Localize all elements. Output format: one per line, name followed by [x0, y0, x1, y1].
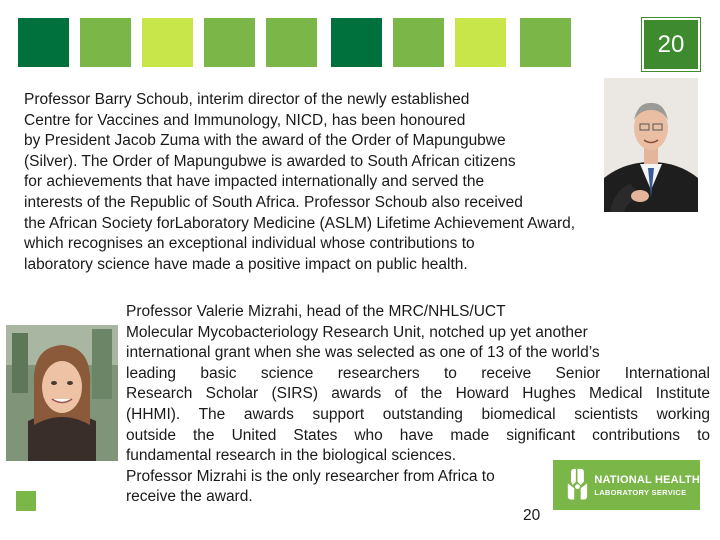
logo-line-1: NATIONAL HEALTH — [594, 473, 700, 486]
page-number-badge: 20 — [642, 18, 700, 71]
text-line: the African Society forLaboratory Medicine (ASLM) Lifetime Achievement Award, — [24, 214, 576, 232]
header-square-2 — [80, 18, 131, 67]
text-line: (Silver). The Order of Mapungubwe is awarded to South African citizens — [24, 152, 516, 170]
text-line: (HHMI). The awards support outstanding biomedical scientists working — [126, 405, 710, 423]
nhls-logo — [553, 460, 700, 510]
text-line: outside the United States who have made significant contributions to — [126, 426, 710, 444]
nhls-logo-icon — [563, 463, 590, 507]
header-square-7 — [393, 18, 444, 67]
text-line: by President Jacob Zuma with the award of the Order of Mapungubwe — [24, 132, 506, 150]
text-line: Professor Mizrahi is the only researcher from Africa to — [126, 467, 495, 485]
logo-line-2: LABORATORY SERVICE — [594, 487, 687, 497]
text-line: Professor Valerie Mizrahi, head of the MRC/NHLS/UCT — [126, 303, 506, 320]
header-square-3 — [142, 18, 193, 67]
text-line: fundamental research in the biological sciences. — [126, 447, 456, 465]
mizrahi-portrait-image — [6, 325, 118, 461]
schoub-photo — [604, 78, 698, 212]
footer-page-number: 20 — [523, 507, 541, 524]
text-line: Research Scholar (SIRS) awards of the Howard Hughes Medical Institute — [126, 385, 710, 403]
text-line: leading basic science researchers to receive Senior International — [126, 364, 710, 382]
schoub-portrait-image — [604, 78, 698, 212]
decorative-square — [16, 491, 36, 511]
header-square-4 — [204, 18, 255, 67]
text-line: interests of the Republic of South Africa. Professor Schoub also received — [24, 193, 523, 211]
text-line: Molecular Mycobacteriology Research Unit, notched up yet another — [126, 323, 588, 341]
header-square-5 — [266, 18, 317, 67]
text-line: laboratory science have made a positive impact on public health. — [24, 255, 468, 273]
text-line: receive the award. — [126, 488, 253, 506]
text-line: which recognises an exceptional individual whose contributions to — [24, 235, 475, 253]
text-line: international grant when she was selected as one of 13 of the world’s — [126, 344, 600, 362]
mizrahi-photo — [6, 325, 118, 461]
text-line: Centre for Vaccines and Immunology, NICD, has been honoured — [24, 111, 466, 129]
header-square-6 — [331, 18, 382, 67]
text-line: Professor Barry Schoub, interim director of the newly established — [24, 91, 470, 108]
header-square-1 — [18, 18, 69, 67]
header-square-9 — [520, 18, 571, 67]
text-line: for achievements that have impacted internationally and served the — [24, 173, 485, 191]
header-square-8 — [455, 18, 506, 67]
